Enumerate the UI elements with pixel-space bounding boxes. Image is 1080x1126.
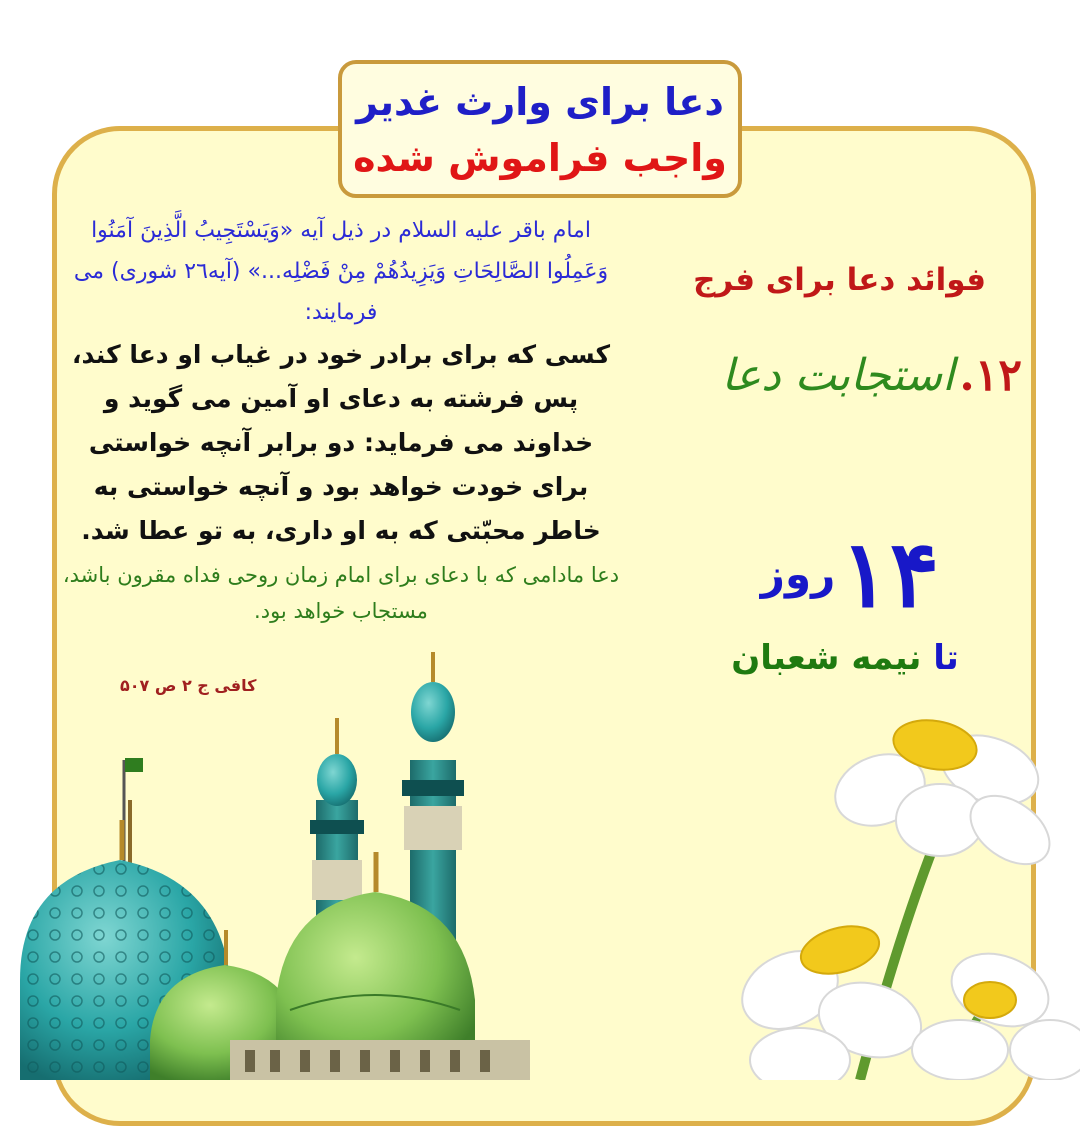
- countdown-event: نیمه شعبان: [731, 638, 922, 678]
- benefit-item-number: ۱۲.: [959, 350, 1022, 401]
- countdown-until-word: تا: [933, 638, 959, 678]
- countdown-number: ۱۴: [840, 520, 940, 628]
- hadith-intro: امام باقر علیه السلام در ذیل آیه «وَیَسْتَجِیبُ الَّذِینَ آمَنُوا وَعَمِلُوا الصَّالِحَاتِ وَیَزِیدُهُمْ مِنْ فَضْلِه...» (آیه۲٦ شوری) می فرمایند:: [73, 218, 609, 325]
- benefit-item-text: استجابت دعا: [721, 350, 955, 401]
- hadith-text: کسی که برای برادر خود در غیاب او دعا کند، پس فرشته به دعای او آمین می گوید و خداوند می فرماید: دو برابر آنچه خواستی برای خودت خواهد بود و آنچه خواستی به خاطر محبّتی که به او داری، به تو عطا شد.: [71, 340, 611, 545]
- benefits-heading: فوائد دعا برای فرج: [693, 262, 986, 298]
- title-line-1: دعا برای وارث غدیر: [356, 80, 724, 124]
- hadith-note: دعا مادامی که با دعای برای امام زمان روحی فداه مقرون باشد، مستجاب خواهد بود.: [62, 563, 620, 623]
- source-citation: کافی ج ۲ ص ۵۰۷: [120, 676, 257, 695]
- title-line-2: واجب فراموش شده: [353, 136, 727, 180]
- countdown-unit: روز: [760, 549, 836, 599]
